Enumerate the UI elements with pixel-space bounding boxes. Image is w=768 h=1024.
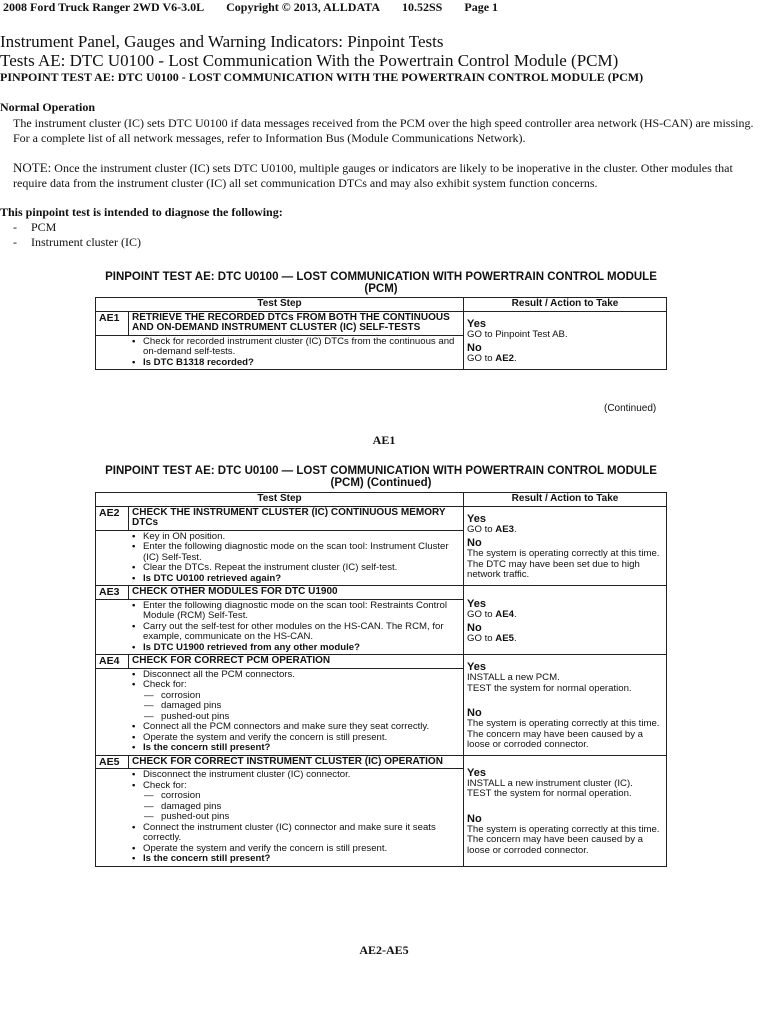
instruction-question: • Is the concern still present? bbox=[143, 854, 460, 865]
instruction-item: • Operate the system and verify the concern is still present. bbox=[143, 733, 460, 744]
step-instructions bbox=[96, 668, 464, 755]
step-instructions bbox=[96, 769, 464, 867]
instruction-question: • Is DTC U1900 retrieved from any other module? bbox=[143, 643, 460, 654]
action-text: GO to bbox=[467, 633, 496, 644]
yes-action bbox=[467, 610, 663, 621]
yes-label: Yes bbox=[467, 512, 486, 525]
result-cell bbox=[464, 655, 667, 756]
step-title: CHECK FOR CORRECT INSTRUMENT CLUSTER (IC) OPERATION bbox=[129, 755, 464, 769]
yes-action: INSTALL a new PCM. bbox=[467, 672, 560, 683]
step-title: CHECK FOR CORRECT PCM OPERATION bbox=[129, 655, 464, 669]
list-item bbox=[13, 235, 313, 250]
column-header-test-step: Test Step bbox=[96, 298, 464, 312]
step-id: AE4 bbox=[96, 655, 129, 669]
normal-operation-heading: Normal Operation bbox=[0, 100, 95, 114]
step-id: AE2 bbox=[96, 506, 129, 530]
table-title bbox=[95, 271, 667, 295]
table-title bbox=[95, 465, 667, 489]
no-action bbox=[467, 634, 663, 645]
document-subtitle: Tests AE: DTC U0100 - Lost Communication With the Powertrain Control Module (PCM) bbox=[0, 51, 619, 70]
step-id: AE5 bbox=[96, 755, 129, 769]
action-text: GO to bbox=[467, 353, 496, 365]
no-action: The system is operating correctly at this time. The DTC may have been set due to high network traffic. bbox=[467, 548, 660, 581]
instruction-item: • Connect all the PCM connectors and make sure they seat correctly. bbox=[143, 722, 460, 733]
table-title-line: (PCM) (Continued) bbox=[330, 477, 432, 489]
yes-action: INSTALL a new instrument cluster (IC). bbox=[467, 777, 633, 789]
table-row bbox=[96, 755, 667, 769]
column-header-result: Result / Action to Take bbox=[464, 493, 667, 507]
table-title-line: (PCM) bbox=[364, 283, 398, 295]
table-row bbox=[96, 655, 667, 669]
list-item-text: Instrument cluster (IC) bbox=[31, 235, 141, 249]
instruction-item: • Carry out the self-test for other modules on the HS-CAN. The RCM, for example, communicate on the HS-CAN. bbox=[143, 622, 460, 643]
step-instructions bbox=[96, 335, 464, 370]
action-text: . bbox=[513, 523, 517, 535]
step-reference: AE3 bbox=[495, 523, 514, 535]
sub-item: — damaged pins bbox=[161, 701, 460, 712]
result-cell bbox=[464, 311, 667, 370]
no-label: No bbox=[467, 537, 482, 550]
no-action bbox=[467, 354, 663, 365]
instruction-text: Check for: bbox=[143, 679, 187, 690]
document-title: Instrument Panel, Gauges and Warning Indicators: Pinpoint Tests bbox=[0, 32, 444, 51]
step-reference: AE4 bbox=[495, 608, 514, 620]
no-label: No bbox=[467, 342, 482, 355]
yes-label: Yes bbox=[467, 661, 486, 673]
list-dash: - bbox=[13, 235, 17, 249]
yes-label: Yes bbox=[467, 766, 486, 779]
header-vehicle: 2008 Ford Truck Ranger 2WD V6-3.0L bbox=[3, 0, 205, 14]
sub-item: — damaged pins bbox=[161, 802, 460, 813]
instruction-question: • Is DTC U0100 retrieved again? bbox=[143, 574, 460, 585]
action-text: GO to bbox=[467, 608, 496, 620]
figure-caption: AE1 bbox=[372, 433, 396, 447]
no-label: No bbox=[467, 707, 482, 719]
header-version: 10.52SS bbox=[402, 0, 443, 14]
table-row bbox=[96, 506, 667, 530]
instruction-item: • Operate the system and verify the concern is still present. bbox=[143, 844, 460, 855]
no-action: The system is operating correctly at this time. The concern may have been caused by a loose or corroded connector. bbox=[467, 718, 660, 750]
no-action: The system is operating correctly at this time. The concern may have been caused by a loose or corroded connector. bbox=[467, 823, 660, 856]
note-label: NOTE: bbox=[13, 160, 52, 175]
column-header-result: Result / Action to Take bbox=[464, 298, 667, 312]
instruction-question: • Is DTC B1318 recorded? bbox=[143, 358, 460, 369]
table-row bbox=[96, 586, 667, 600]
pinpoint-table-ae2-ae5 bbox=[95, 492, 667, 867]
action-text: GO to bbox=[467, 523, 496, 535]
instruction-item bbox=[143, 781, 460, 823]
action-text: . bbox=[513, 608, 517, 620]
sub-item: — pushed-out pins bbox=[161, 812, 460, 823]
no-label: No bbox=[467, 812, 482, 825]
table-row bbox=[96, 311, 667, 335]
instruction-item: • Connect the instrument cluster (IC) connector and make sure it seats correctly. bbox=[143, 823, 460, 844]
sub-item: — corrosion bbox=[161, 791, 460, 802]
instruction-question: • Is the concern still present? bbox=[143, 743, 460, 754]
step-instructions bbox=[96, 530, 464, 586]
step-title: CHECK OTHER MODULES FOR DTC U1900 bbox=[129, 586, 464, 600]
yes-label: Yes bbox=[467, 317, 486, 330]
list-item bbox=[13, 220, 313, 235]
instruction-item: • Enter the following diagnostic mode on the scan tool: Instrument Cluster (IC) Self-Test. bbox=[143, 542, 460, 563]
instruction-item: • Key in ON position. bbox=[143, 532, 460, 543]
step-instructions bbox=[96, 599, 464, 655]
step-title: CHECK THE INSTRUMENT CLUSTER (IC) CONTINUOUS MEMORY DTCs bbox=[129, 506, 464, 530]
yes-action: TEST the system for normal operation. bbox=[467, 682, 632, 694]
list-dash: - bbox=[13, 220, 17, 234]
table-header-row bbox=[96, 493, 667, 507]
pinpoint-test-heading: PINPOINT TEST AE: DTC U0100 - LOST COMMUNICATION WITH THE POWERTRAIN CONTROL MODULE (PCM) bbox=[0, 70, 644, 84]
sub-item: — corrosion bbox=[161, 691, 460, 702]
step-id: AE3 bbox=[96, 586, 129, 600]
instruction-item: • Enter the following diagnostic mode on the scan tool: Restraints Control Module (RCM) Self-Test. bbox=[143, 601, 460, 622]
step-title: RETRIEVE THE RECORDED DTCs FROM BOTH THE CONTINUOUS AND ON-DEMAND INSTRUMENT CLUSTER (IC) SELF-TESTS bbox=[129, 311, 464, 335]
table-title-line: PINPOINT TEST AE: DTC U0100 — LOST COMMUNICATION WITH POWERTRAIN CONTROL MODULE bbox=[105, 465, 657, 477]
list-item-text: PCM bbox=[31, 220, 57, 234]
header-copyright: Copyright © 2013, ALLDATA bbox=[226, 0, 380, 14]
diagnose-heading: This pinpoint test is intended to diagnose the following: bbox=[0, 205, 283, 219]
yes-action: TEST the system for normal operation. bbox=[467, 788, 632, 800]
sub-item: — pushed-out pins bbox=[161, 712, 460, 723]
table-header-row bbox=[96, 298, 667, 312]
figure-caption: AE2-AE5 bbox=[359, 943, 409, 957]
no-label: No bbox=[467, 622, 482, 634]
instruction-item: • Disconnect all the PCM connectors. bbox=[143, 670, 460, 681]
normal-operation-text: The instrument cluster (IC) sets DTC U0100 if data messages received from the PCM over the high speed controller area network (HS-CAN) are missing. For a complete list of all network messages, refer to Information Bus (Module Communications Network). bbox=[13, 116, 754, 145]
instruction-item: • Disconnect the instrument cluster (IC) connector. bbox=[143, 770, 460, 781]
step-reference: AE2 bbox=[495, 353, 514, 365]
header-page-number: Page 1 bbox=[464, 0, 499, 14]
instruction-item: • Check for recorded instrument cluster (IC) DTCs from the continuous and on-demand self-tests. bbox=[143, 337, 460, 358]
yes-action bbox=[467, 525, 663, 536]
action-text: . bbox=[513, 353, 517, 365]
table-title-line: PINPOINT TEST AE: DTC U0100 — LOST COMMUNICATION WITH POWERTRAIN CONTROL MODULE bbox=[105, 271, 657, 283]
result-cell bbox=[464, 755, 667, 866]
instruction-item bbox=[143, 680, 460, 722]
instruction-item: • Clear the DTCs. Repeat the instrument cluster (IC) self-test. bbox=[143, 563, 460, 574]
yes-action: GO to Pinpoint Test AB. bbox=[467, 328, 568, 340]
step-reference: AE5 bbox=[495, 633, 514, 644]
result-cell bbox=[464, 586, 667, 655]
instruction-text: Check for: bbox=[143, 779, 187, 791]
continued-label: (Continued) bbox=[604, 403, 657, 414]
action-text: . bbox=[513, 633, 517, 644]
column-header-test-step: Test Step bbox=[96, 493, 464, 507]
result-cell bbox=[464, 506, 667, 586]
note-text: Once the instrument cluster (IC) sets DTC U0100, multiple gauges or indicators are likely to be inoperative in the cluster. Other modules that require data from the instrument cluster (IC) all set communication DTCs and may also exhibit system function concerns. bbox=[13, 161, 733, 190]
pinpoint-table-ae1 bbox=[95, 297, 667, 370]
step-id: AE1 bbox=[96, 311, 129, 335]
note-paragraph bbox=[13, 160, 763, 191]
yes-label: Yes bbox=[467, 597, 486, 610]
page-header bbox=[3, 0, 498, 15]
